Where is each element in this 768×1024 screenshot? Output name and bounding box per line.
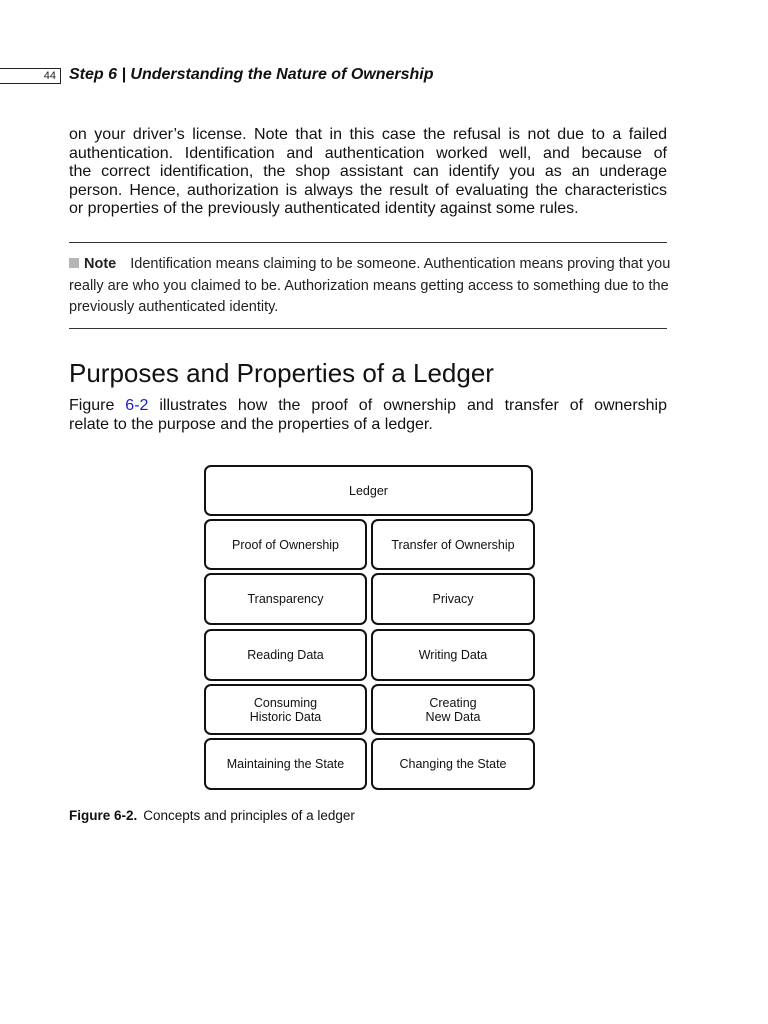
body-line: person. Hence, authorization is always the result of evaluating the characteristics (69, 181, 667, 199)
caption-label: Figure 6-2. (69, 808, 138, 823)
intro-paragraph (69, 397, 667, 434)
figure-link[interactable]: 6-2 (125, 397, 149, 414)
intro-rest: illustrates how the proof of ownership and transfer of ownership (148, 397, 667, 414)
note-line: Identification means claiming to be someone. Authentication means proving that you (130, 256, 671, 272)
diagram-box: Changing the State (371, 738, 535, 790)
note-top-rule (69, 242, 667, 243)
body-paragraph (69, 126, 667, 219)
body-line: the correct identification, the shop assistant can identify you as an underage (69, 163, 667, 181)
note-bottom-rule (69, 328, 667, 329)
diagram-box: Creating New Data (371, 684, 535, 735)
body-line: or properties of the previously authenticated identity against some rules. (69, 200, 579, 218)
diagram-box-ledger: Ledger (204, 465, 533, 516)
figure-caption (69, 808, 355, 823)
intro-line: relate to the purpose and the properties of a ledger. (69, 415, 433, 433)
note-block (69, 254, 671, 319)
body-line: on your driver’s license. Note that in this case the refusal is not due to a failed (69, 126, 667, 143)
page-number: 44 (43, 70, 56, 82)
diagram-box: Transparency (204, 573, 367, 625)
note-label: Note (84, 256, 117, 272)
section-title: Purposes and Properties of a Ledger (69, 358, 494, 388)
note-line: really are who you claimed to be. Authorization means getting access to something due to the (69, 277, 669, 294)
diagram-box: Maintaining the State (204, 738, 367, 790)
body-line: authentication. Identification and authentication worked well, and because of (69, 144, 667, 162)
note-square-icon (69, 258, 79, 268)
diagram-box: Writing Data (371, 629, 535, 681)
intro-prefix: Figure (69, 397, 126, 414)
diagram-box: Proof of Ownership (204, 519, 367, 570)
page-number-box (0, 68, 61, 84)
running-head: Step 6 | Understanding the Nature of Ownership (69, 66, 434, 83)
diagram-box: Reading Data (204, 629, 367, 681)
caption-text: Concepts and principles of a ledger (143, 808, 355, 823)
diagram-box: Transfer of Ownership (371, 519, 535, 570)
note-line: previously authenticated identity. (69, 299, 279, 315)
diagram-box: Consuming Historic Data (204, 684, 367, 735)
diagram-box: Privacy (371, 573, 535, 625)
